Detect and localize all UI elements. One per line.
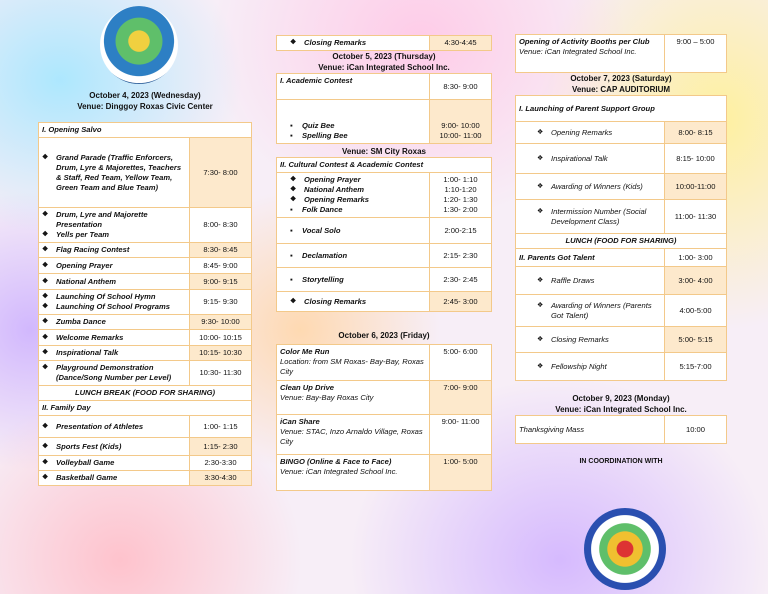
- table-row: ▪ Storytelling 2:30- 2:45: [277, 268, 492, 292]
- ptca-seal-logo: [584, 508, 666, 590]
- panel-day4: [515, 0, 727, 467]
- table-row: ❖ Raffle Draws 3:00- 4:00: [516, 267, 727, 295]
- table-row: ❖ Closing Remarks 2:45- 3:00: [277, 292, 492, 312]
- panel-day2: [276, 0, 492, 491]
- table-row: Color Me Run Location: from SM Roxas- Bay-Bay, Roxas City 5:00- 6:00: [277, 345, 492, 381]
- table-row: ❖ Closing Remarks 4:30-4:45: [277, 36, 492, 51]
- table-row: ❖ Intermission Number (Social Development Class) 11:00- 11:30: [516, 200, 727, 234]
- table-row: I. Academic Contest 8:30- 9:00: [277, 74, 492, 100]
- table-row: iCan Share Venue: STAC, Inzo Arnaldo Village, Roxas City 9:00- 11:00: [277, 415, 492, 455]
- table-row: ❖ Drum, Lyre and Majorette Presentation ❖ Yells per Team 8:00- 8:30: [39, 208, 252, 243]
- table-row: ❖ Fellowship Night 5:15-7:00: [516, 353, 727, 381]
- day4-date: October 7, 2023 (Saturday): [570, 74, 672, 83]
- table-row: ❖ Presentation of Athletes 1:00- 1:15: [39, 416, 252, 438]
- booths-table: [515, 34, 727, 73]
- table-row: ❖ Launching Of School Hymn ❖ Launching Of School Programs 9:15- 9:30: [39, 290, 252, 315]
- table-row: ❖ Zumba Dance 9:30- 10:00: [39, 315, 252, 330]
- day4-table: I. Launching of Parent Support Group ❖ Opening Remarks 8:00- 8:15 ❖ Inspirational Talk 8:15- 10:00 ❖ Awarding of Winners (Kids) 10:00-11:00 ❖ Intermission Number (Social Development Class) 11:00- 11:30 LUNCH (FOOD FOR SHARING) II. Parents Got Talent 1:00- 3:00 ❖ Raffle Draws 3:00- 4:00 ❖ Awarding of Winners (Parents Got Talent) 4:00-5:00 ❖ Closing Remarks 5:00- 5:15 ❖ Fellowship Night 5:15-7:00: [515, 95, 727, 381]
- section-family-day: II. Family Day: [39, 401, 252, 416]
- table-row: ❖ Awarding of Winners (Kids) 10:00-11:00: [516, 174, 727, 200]
- day1-venue: Venue: Dinggoy Roxas Civic Center: [77, 102, 213, 111]
- venue-sm-city: Venue: SM City Roxas: [341, 147, 427, 156]
- table-row: ❖ Grand Parade (Traffic Enforcers, Drum, Lyre & Majorettes, Teachers & Staff, Red Team, Yellow Team, Green Team and Blue Team) 7:30- 8:00: [39, 138, 252, 208]
- table-row: ❖ Closing Remarks 5:00- 5:15: [516, 327, 727, 353]
- day2-date: October 5, 2023 (Thursday): [332, 52, 436, 61]
- table-row: ❖ Playground Demonstration (Dance/Song Number per Level) 10:30- 11:30: [39, 361, 252, 386]
- day5-venue: Venue: iCan Integrated School Inc.: [555, 405, 687, 414]
- table-row: ❖ Awarding of Winners (Parents Got Talent) 4:00-5:00: [516, 295, 727, 327]
- table-row: BINGO (Online & Face to Face) Venue: iCan Integrated School Inc. 1:00- 5:00: [277, 455, 492, 491]
- day5-table: [515, 415, 727, 444]
- lunch-label: LUNCH (FOOD FOR SHARING): [516, 234, 727, 249]
- table-row: ❖ Volleyball Game 2:30-3:30: [39, 456, 252, 471]
- section-opening-salvo: I. Opening Salvo: [39, 123, 252, 138]
- table-row: Clean Up Drive Venue: Bay-Bay Roxas City 7:00- 9:00: [277, 381, 492, 415]
- table-row: ▪ Declamation 2:15- 2:30: [277, 244, 492, 268]
- table-row: ❖ Opening Prayer 8:45- 9:00: [39, 258, 252, 274]
- table-row: II. Parents Got Talent 1:00- 3:00: [516, 249, 727, 267]
- cultural-contest-table: II. Cultural Contest & Academic Contest ❖ Opening Prayer ❖ National Anthem ❖ Opening Remarks ▪ Folk Dance 1:00- 1:10 1:10-1:20 1:20- 1:30 1:30- 2:00 ▪ Vocal Solo 2:00-2:15 ▪ Declamation 2:15- 2:30 ▪ Storytelling 2:30- 2:45 ❖ Closing Remarks 2:45- 3:00: [276, 157, 492, 312]
- table-row: ❖ Opening Remarks 8:00- 8:15: [516, 122, 727, 144]
- day1-date: October 4, 2023 (Wednesday): [89, 91, 201, 100]
- day5-date: October 9, 2023 (Monday): [572, 394, 670, 403]
- table-row: ▪ Vocal Solo 2:00-2:15: [277, 218, 492, 244]
- table-row: ❖ Basketball Game 3:30-4:30: [39, 471, 252, 486]
- table-row: ❖ Welcome Remarks 10:00- 10:15: [39, 330, 252, 346]
- day1-table: [38, 122, 252, 486]
- closing-remarks-table: [276, 35, 492, 51]
- day4-venue: Venue: CAP AUDITORIUM: [571, 85, 671, 94]
- table-row: ▪ Quiz Bee ▪ Spelling Bee 9:00- 10:00 10:00- 11:00: [277, 100, 492, 144]
- academic-contest-table: [276, 73, 492, 144]
- lunch-break-label: LUNCH BREAK (FOOD FOR SHARING): [39, 386, 252, 401]
- table-row: ❖ Inspirational Talk 10:15- 10:30: [39, 346, 252, 361]
- table-row: ❖ Opening Prayer ❖ National Anthem ❖ Opening Remarks ▪ Folk Dance 1:00- 1:10 1:10-1:20 1:20- 1:30 1:30- 2:00: [277, 173, 492, 218]
- table-row: ❖ National Anthem 9:00- 9:15: [39, 274, 252, 290]
- panel-day1: [38, 0, 252, 486]
- table-row: Thanksgiving Mass 10:00: [516, 416, 727, 444]
- day3-date: October 6, 2023 (Friday): [338, 331, 430, 340]
- table-row: ❖ Flag Racing Contest 8:30- 8:45: [39, 243, 252, 258]
- table-row: Opening of Activity Booths per Club Venue: iCan Integrated School Inc. 9:00 – 5:00: [516, 35, 727, 73]
- day3-events-table: [276, 344, 492, 491]
- table-row: ❖ Inspirational Talk 8:15- 10:00: [516, 144, 727, 174]
- table-row: ❖ Sports Fest (Kids) 1:15- 2:30: [39, 438, 252, 456]
- day2-venue: Venue: iCan Integrated School Inc.: [318, 63, 450, 72]
- coordination-label: IN COORDINATION WITH: [579, 458, 663, 465]
